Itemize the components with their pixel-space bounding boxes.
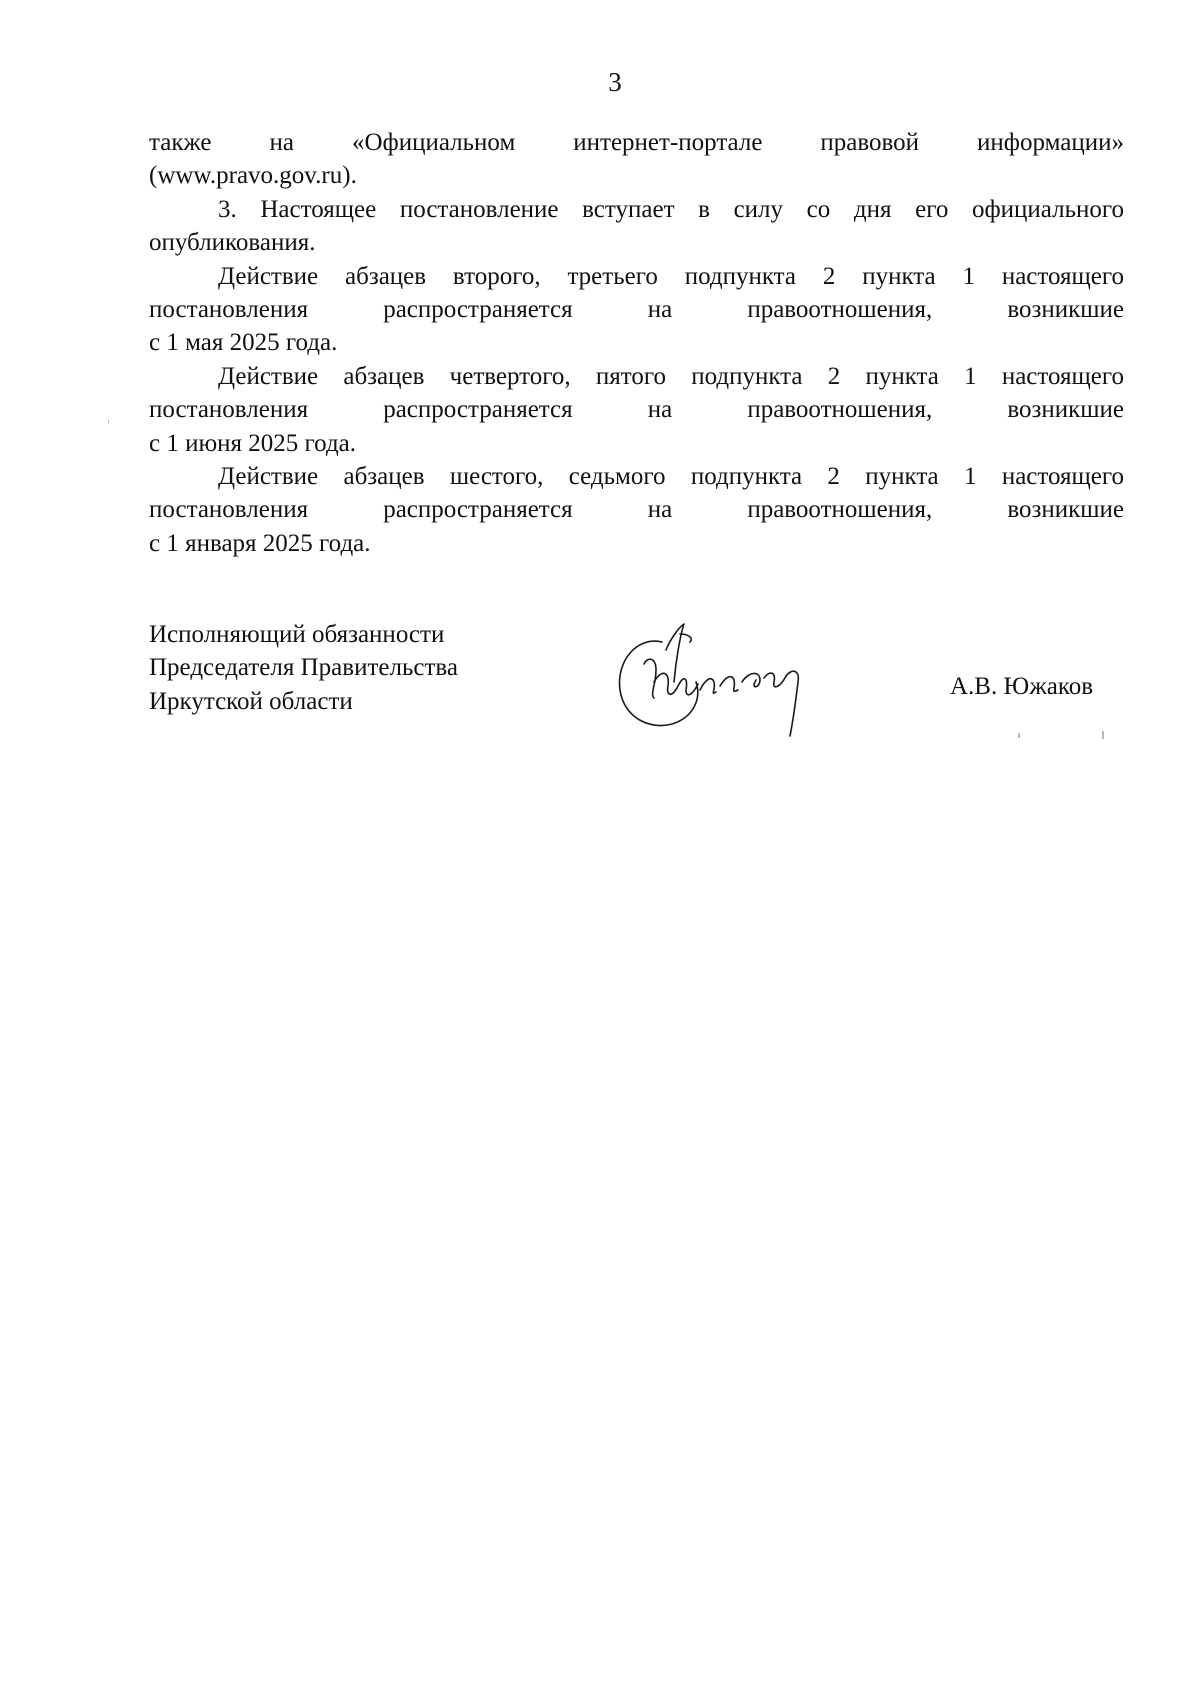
paragraph [149, 360, 1124, 460]
paragraph [149, 126, 1124, 193]
position-line: Иркутской области [149, 687, 353, 715]
text-line: (www.pravo.gov.ru). [149, 162, 357, 190]
paragraph [149, 460, 1124, 560]
paragraph [149, 260, 1124, 360]
text-line: Действие абзацев второго, третьего подпункта 2 пункта 1 настоящего [218, 262, 1124, 290]
handwritten-signature [610, 620, 860, 745]
text-line: постановления распространяется на правоотношения, возникшие [149, 396, 1124, 424]
text-line: с 1 мая 2025 года. [149, 329, 338, 357]
text-line: 3. Настоящее постановление вступает в силу со дня его официального [218, 195, 1124, 223]
paragraph [149, 193, 1124, 260]
position-line: Председателя Правительства [149, 654, 458, 682]
text-line: с 1 января 2025 года. [149, 529, 371, 557]
scan-speck [108, 420, 109, 423]
scan-speck [1018, 733, 1020, 738]
position-line: Исполняющий обязанности [149, 621, 445, 648]
text-line: опубликования. [149, 229, 316, 257]
scan-speck [1102, 731, 1104, 739]
signer-name: А.В. Южаков [950, 673, 1094, 700]
page-number: 3 [608, 67, 622, 97]
text-line: постановления распространяется на правоотношения, возникшие [149, 496, 1124, 524]
text-line: Действие абзацев шестого, седьмого подпункта 2 пункта 1 настоящего [218, 463, 1124, 491]
text-line: с 1 июня 2025 года. [149, 429, 357, 457]
text-line: постановления распространяется на правоотношения, возникшие [149, 296, 1124, 324]
text-line: Действие абзацев четвертого, пятого подпункта 2 пункта 1 настоящего [218, 362, 1124, 390]
document-body [149, 126, 1124, 560]
text-line: также на «Официальном интернет-портале правовой информации» [149, 129, 1124, 156]
signatory-position [149, 618, 458, 718]
